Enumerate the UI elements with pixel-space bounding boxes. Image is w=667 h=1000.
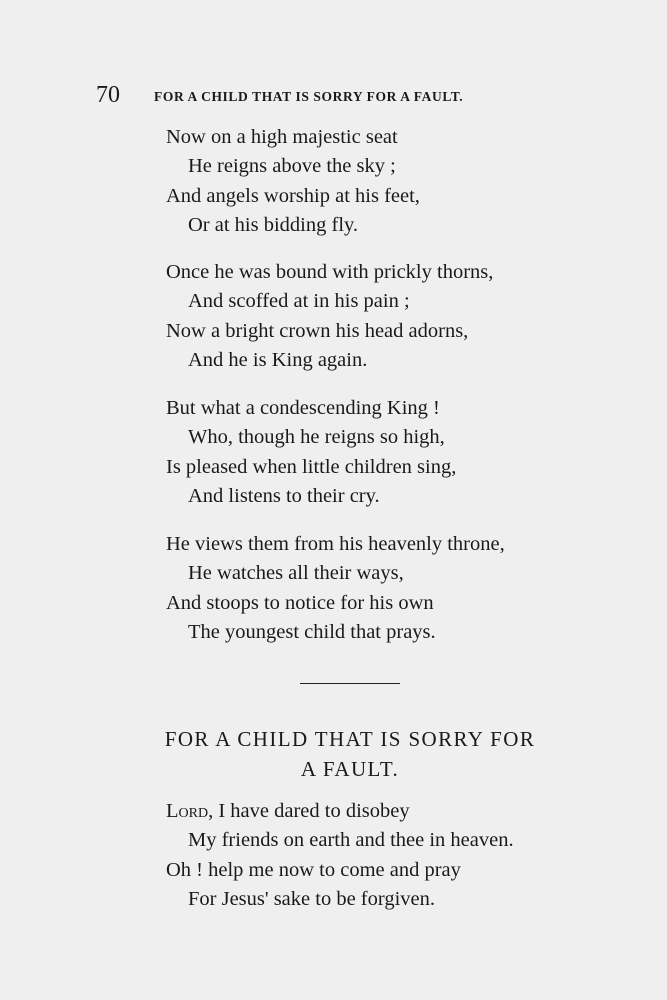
poem-line: Once he was bound with prickly thorns, — [166, 261, 494, 283]
poem-line: He watches all their ways, — [188, 562, 404, 585]
drop-word: Lord — [166, 800, 209, 822]
poem-line: And scoffed at in his pain ; — [188, 290, 410, 313]
poem-title-line-1: FOR A CHILD THAT IS SORRY FOR — [164, 727, 536, 751]
poem-line: Oh ! help me now to come and pray — [166, 858, 461, 881]
poem-line: The youngest child that prays. — [188, 620, 436, 643]
poem-line: Now a bright crown his head adorns, — [166, 319, 469, 342]
first-line-rest: , I have dared to disobey — [208, 800, 410, 822]
poem-line: And angels worship at his feet, — [166, 184, 420, 207]
stanza-4 — [166, 530, 606, 647]
poem-line: Or at his bidding fly. — [188, 213, 359, 236]
running-title: FOR A CHILD THAT IS SORRY FOR A FAULT. — [154, 89, 464, 104]
poem-line: Is pleased when little children sing, — [166, 455, 457, 478]
poem-line: He reigns above the sky ; — [188, 155, 396, 178]
poem-line: And he is King again. — [188, 348, 368, 371]
poem-line: Now on a high majestic seat — [166, 126, 398, 148]
poem-line: And listens to their cry. — [188, 484, 380, 507]
section-divider — [300, 683, 400, 684]
poem-line: Who, though he reigns so high, — [188, 426, 445, 449]
running-head — [96, 80, 566, 110]
stanza-3 — [166, 394, 606, 511]
stanza-2 — [166, 258, 606, 375]
poem-line-first — [166, 797, 606, 826]
stanza-new-poem — [166, 797, 606, 914]
poem-title-line-2: A FAULT. — [300, 757, 400, 781]
page-number: 70 — [96, 82, 120, 108]
poem-line: My friends on earth and thee in heaven. — [188, 829, 514, 852]
stanza-1 — [166, 123, 606, 240]
poem-line: He views them from his heavenly throne, — [166, 533, 505, 555]
poem-line: For Jesus' sake to be forgiven. — [188, 887, 436, 910]
poem-line: But what a condescending King ! — [166, 397, 440, 419]
poem-line: And stoops to notice for his own — [166, 591, 434, 614]
